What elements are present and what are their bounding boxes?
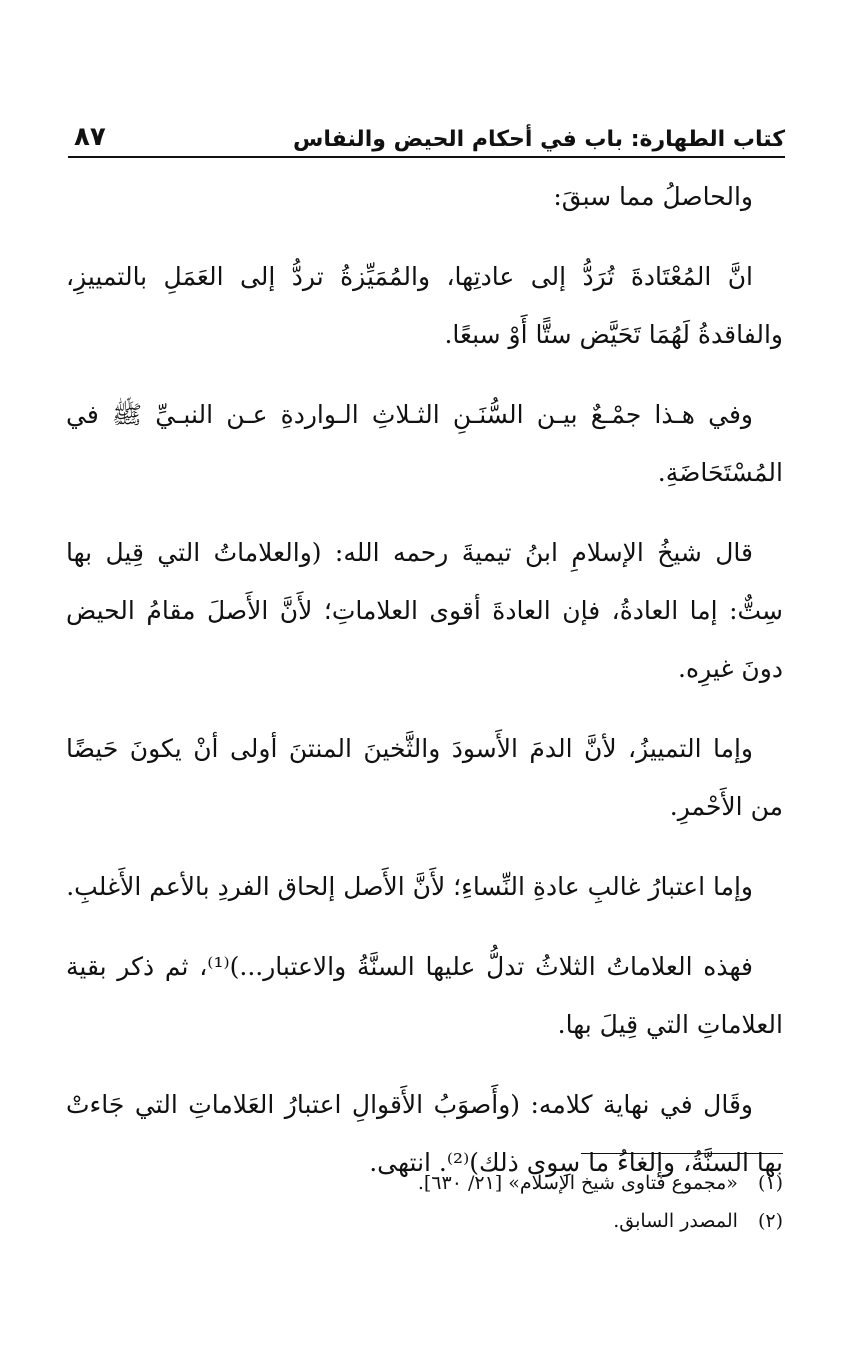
footnote	[66, 1164, 783, 1202]
main-text	[66, 168, 783, 1214]
paragraph: وفي هـذا جمْـعٌ بيـن السُّنَـنِ الثـلاثِ الـواردةِ عـن النبـيِّ ﷺ في المُسْتَحَاضَةِ.	[66, 400, 783, 487]
footnote	[66, 1202, 783, 1240]
paragraph: فهذه العلاماتُ الثلاثُ تدلُّ عليها السنَّةُ والاعتبار...)⁽¹⁾، ثم ذكر بقية العلاماتِ التي قِيلَ بها.	[66, 952, 783, 1039]
chapter-title: كتاب الطهارة: باب في أحكام الحيض والنفاس	[293, 127, 785, 152]
paragraph: وإما التمييزُ، لأنَّ الدمَ الأَسودَ والثَّخينَ المنتنَ أولى أنْ يكونَ حَيضًا من الأَحْمرِ.	[66, 734, 783, 821]
footnotes	[66, 1164, 783, 1240]
page-number: ٨٧	[74, 122, 106, 152]
footnote-text: «مجموع فتاوى شيخ الإسلام» [٢١/ ٦٣٠].	[417, 1172, 738, 1194]
running-header	[68, 108, 785, 158]
paragraph: قال شيخُ الإسلامِ ابنُ تيميةَ رحمه الله: (والعلاماتُ التي قِيل بها سِتٌّ: إما العادةُ، فإن العادةَ أقوى العلاماتِ؛ لأَنَّ الأَصلَ مقامُ الحيض دونَ غيرِه.	[66, 538, 783, 683]
paragraph: وإما اعتبارُ غالبِ عادةِ النِّساءِ؛ لأَنَّ الأَصل إلحاق الفردِ بالأعم الأَغلبِ.	[66, 872, 753, 901]
paragraph: والحاصلُ مما سبقَ:	[553, 182, 753, 211]
footnote-text: المصدر السابق.	[613, 1210, 738, 1232]
footnote-number: (١)	[757, 1172, 783, 1194]
paragraph: وقَال في نهاية كلامه: (وأَصوَبُ الأَقوالِ اعتبارُ العَلاماتِ التي جَاءتْ بها السنَّةُ، وإلغاءُ ما سِوى ذلك)⁽²⁾. انتهى.	[66, 1090, 783, 1177]
footnote-number: (٢)	[757, 1210, 783, 1232]
footnote-divider	[581, 1153, 783, 1154]
paragraph: انَّ المُعْتَادةَ تُرَدُّ إلى عادتِها، والمُمَيِّزةُ تردُّ إلى العَمَلِ بالتمييزِ، والفاقدةُ لَهُمَا تَحَيَّض ستًّا أَوْ سبعًا.	[66, 262, 783, 349]
